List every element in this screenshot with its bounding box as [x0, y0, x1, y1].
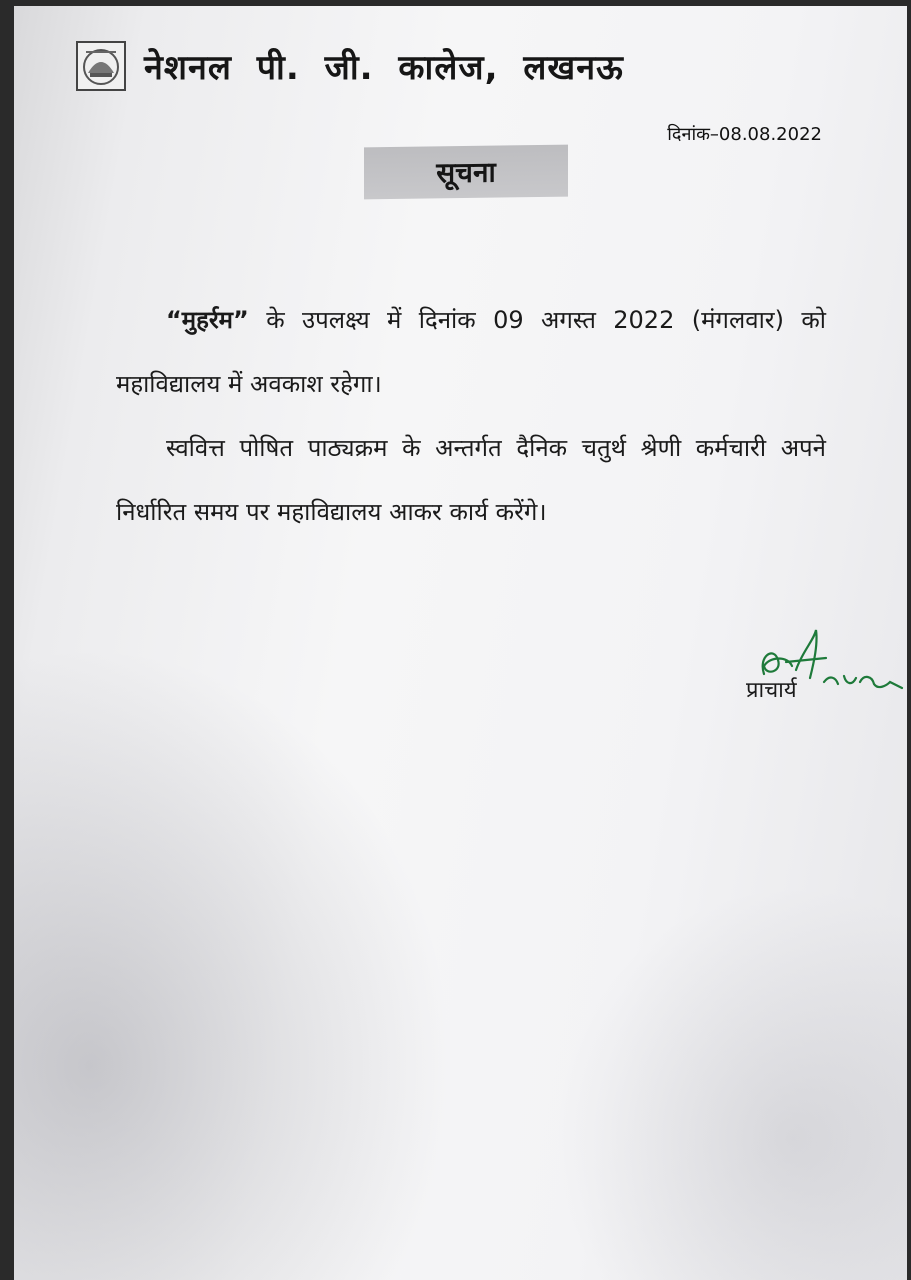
principal-designation: प्राचार्य: [746, 678, 797, 703]
letterhead: [76, 34, 836, 98]
paragraph-2-text: स्ववित्त पोषित पाठ्यक्रम के अन्तर्गत दैनिक चतुर्थ श्रेणी कर्मचारी अपने निर्धारित समय पर महाविद्यालय आकर कार्य करेंगे।: [116, 434, 826, 526]
paper-shadow: [554, 886, 907, 1280]
notice-title: सूचना: [436, 155, 496, 190]
festival-name: “मुहर्रम”: [166, 306, 249, 334]
college-name: नेशनल पी. जी. कालेज, लखनऊ: [144, 48, 624, 88]
paper-shadow: [14, 646, 454, 1280]
notice-date: दिनांक–08.08.2022: [667, 124, 822, 145]
college-seal-icon: [76, 41, 126, 91]
signature-block: [744, 626, 907, 716]
notice-paragraph-2: [116, 416, 826, 544]
notice-paper: [14, 6, 907, 1280]
notice-paragraph-1: [116, 288, 826, 416]
paragraph-1-text: के उपलक्ष्य में दिनांक 09 अगस्त 2022 (मंगलवार) को महाविद्यालय में अवकाश रहेगा।: [116, 306, 826, 398]
notice-title-box: [364, 145, 568, 200]
